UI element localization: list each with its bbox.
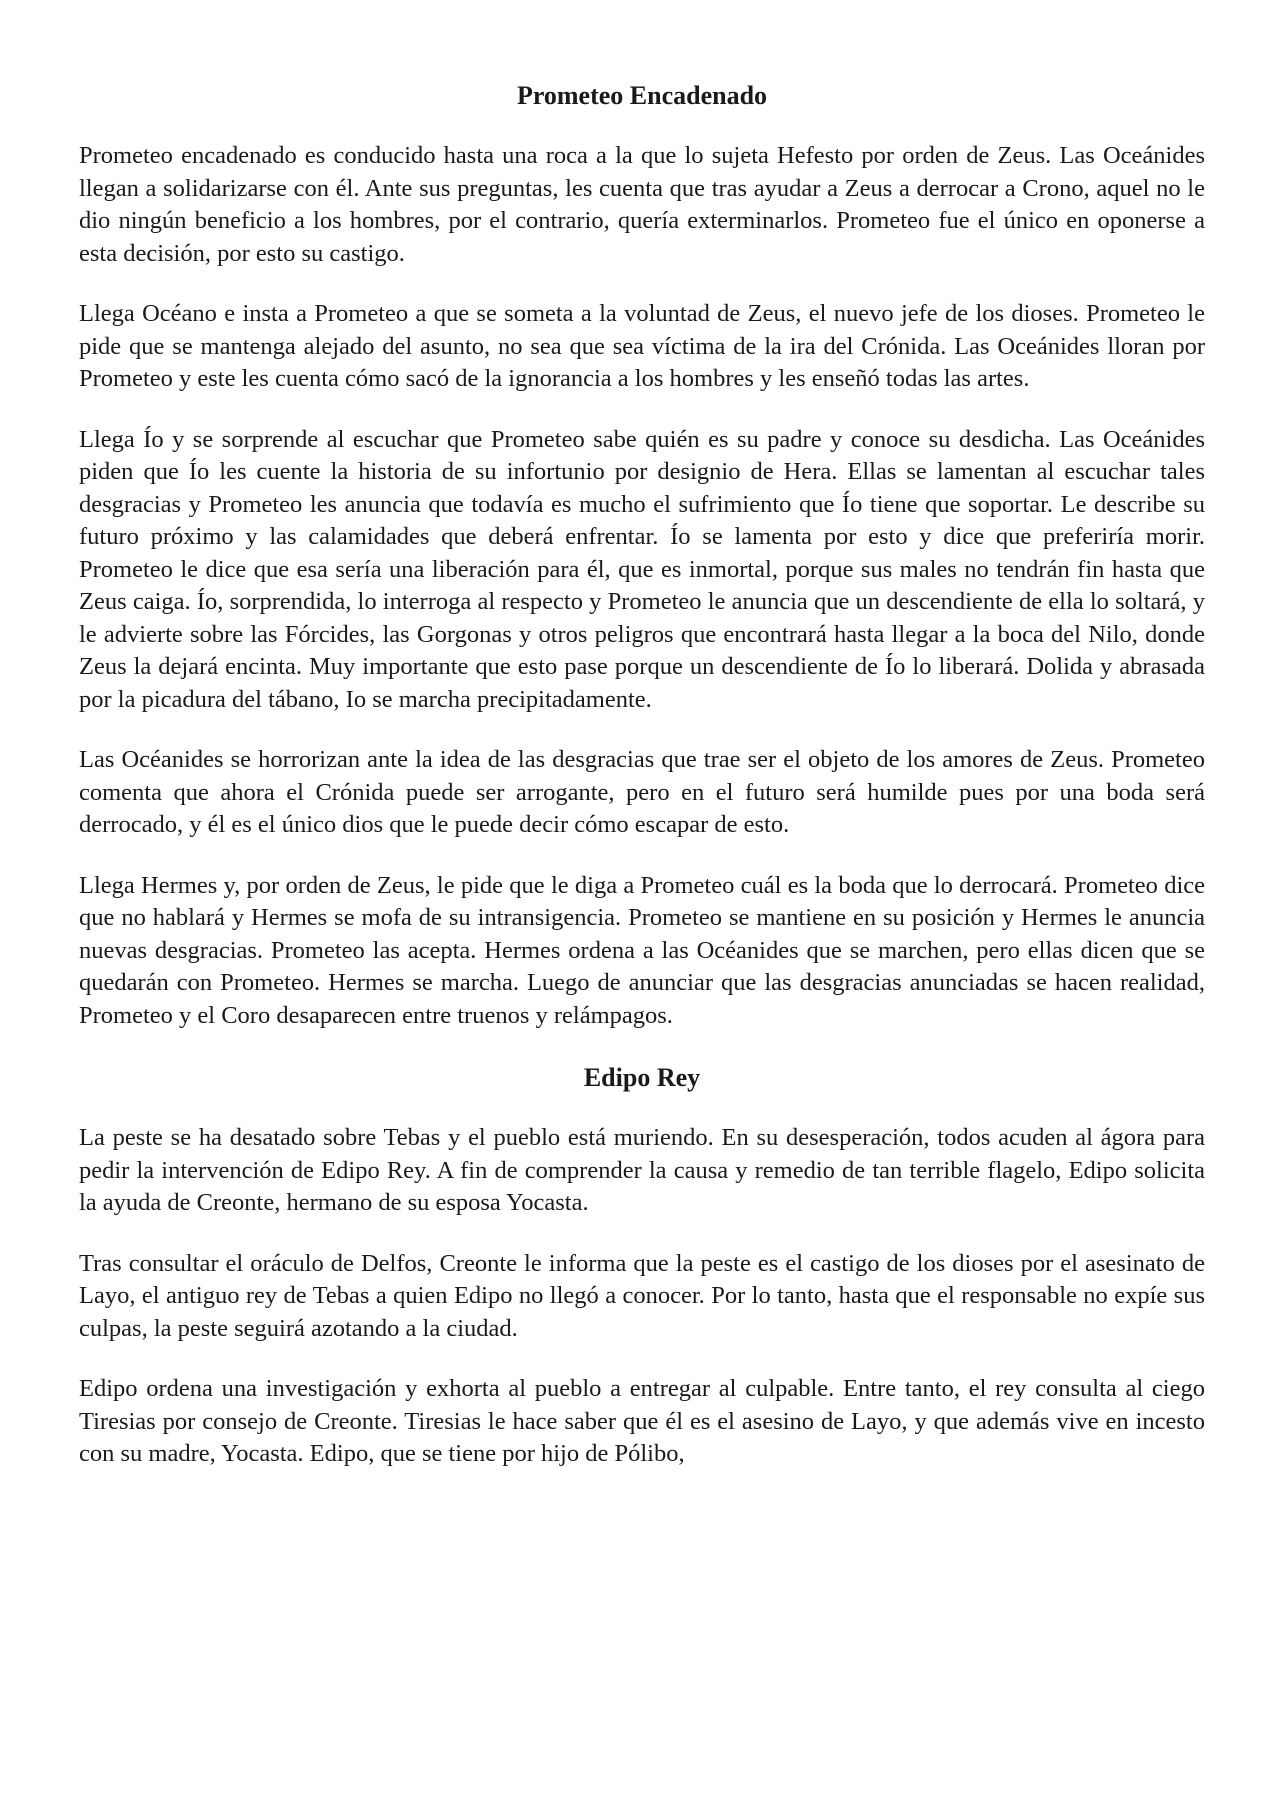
paragraph: Prometeo encadenado es conducido hasta una roca a la que lo sujeta Hefesto por orden de Zeus. Las Oceánides llegan a solidarizarse con él. Ante sus preguntas, les cuenta que tras ayudar a Zeus a derrocar a Crono, aquel no le dio ningún beneficio a los hombres, por el contrario, quería exterminarlos. Prometeo fue el único en oponerse a esta decisión, por esto su castigo. [79, 142, 1205, 267]
paragraph: Llega Hermes y, por orden de Zeus, le pide que le diga a Prometeo cuál es la boda que lo derrocará. Prometeo dice que no hablará y Hermes se mofa de su intransigencia. Prometeo se mantiene en su posición y Hermes le anuncia nuevas desgracias. Prometeo las acepta. Hermes ordena a las Océanides que se marchen, pero ellas dicen que se quedarán con Prometeo. Hermes se marcha. Luego de anunciar que las desgracias anunciadas se hacen realidad, Prometeo y el Coro desaparecen entre truenos y relámpagos. [79, 871, 1205, 1029]
paragraph: Las Océanides se horrorizan ante la idea de las desgracias que trae ser el objeto de los amores de Zeus. Prometeo comenta que ahora el Crónida puede ser arrogante, pero en el futuro será humilde pues por una boda será derrocado, y él es el único dios que le puede decir cómo escapar de esto. [79, 746, 1205, 838]
section-title-edipo: Edipo Rey [583, 1063, 701, 1092]
paragraph: Tras consultar el oráculo de Delfos, Creonte le informa que la peste es el castigo de los dioses por el asesinato de Layo, el antiguo rey de Tebas a quien Edipo no llegó a conocer. Por lo tanto, hasta que el responsable no expíe sus culpas, la peste seguirá azotando a la ciudad. [79, 1249, 1205, 1342]
paragraph: La peste se ha desatado sobre Tebas y el pueblo está muriendo. En su desesperación, todos acuden al ágora para pedir la intervención de Edipo Rey. A fin de comprender la causa y remedio de tan terrible flagelo, Edipo solicita la ayuda de Creonte, hermano de su esposa Yocasta. [79, 1124, 1205, 1216]
paragraph: Llega Ío y se sorprende al escuchar que Prometeo sabe quién es su padre y conoce su desdicha. Las Oceánides piden que Ío les cuente la historia de su infortunio por designio de Hera. Ellas se lamentan al escuchar tales desgracias y Prometeo les anuncia que todavía es mucho el sufrimiento que Ío tiene que soportar. Le describe su futuro próximo y las calamidades que deberá enfrentar. Ío se lamenta por esto y dice que preferiría morir. Prometeo le dice que esa sería una liberación para él, que es inmortal, porque sus males no tendrán fin hasta que Zeus caiga. Ío, sorprendida, lo interroga al respecto y Prometeo le anuncia que un descendiente de ella lo soltará, y le advierte sobre las Fórcides, las Gorgonas y otros peligros que encontrará hasta llegar a la boca del Nilo, donde Zeus la dejará encinta. Muy importante que esto pase porque un descendiente de Ío lo liberará. Dolida y abrasada por la picadura del tábano, Io se marcha precipitadamente. [79, 425, 1205, 713]
document-content [79, 78, 1205, 1471]
section-title-prometeo: Prometeo Encadenado [516, 81, 768, 110]
paragraph: Edipo ordena una investigación y exhorta al pueblo a entregar al culpable. Entre tanto, el rey consulta al ciego Tiresias por consejo de Creonte. Tiresias le hace saber que él es el asesino de Layo, y que además vive en incesto con su madre, Yocasta. Edipo, que se tiene por hijo de Pólibo, [79, 1375, 1205, 1467]
paragraph: Llega Océano e insta a Prometeo a que se someta a la voluntad de Zeus, el nuevo jefe de los dioses. Prometeo le pide que se mantenga alejado del asunto, no sea que sea víctima de la ira del Crónida. Las Oceánides lloran por Prometeo y este les cuenta cómo sacó de la ignorancia a los hombres y les enseñó todas las artes. [79, 300, 1205, 392]
